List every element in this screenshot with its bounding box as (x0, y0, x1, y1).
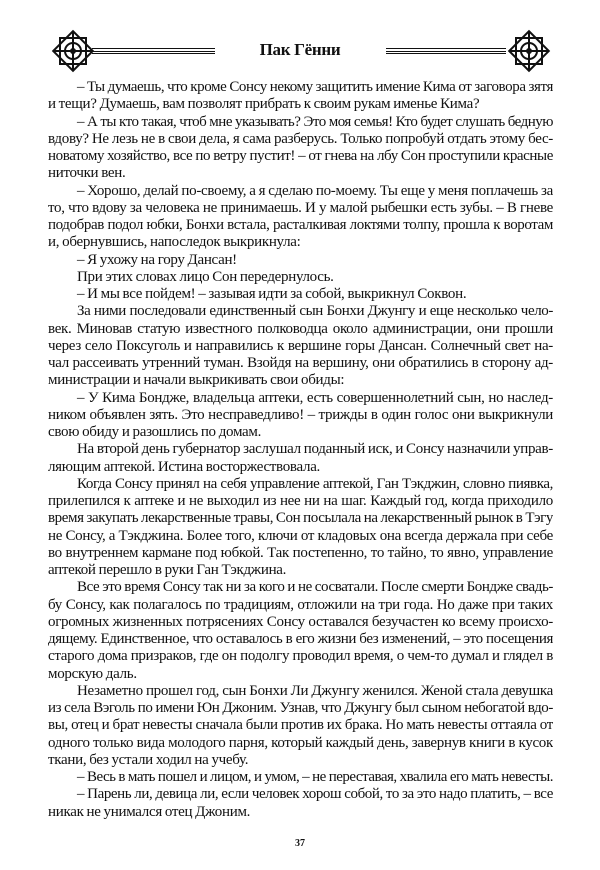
text-line: ником объявлен зять. Это несправедливо! – трижды в один голос они выкрикнули (48, 406, 553, 423)
text-line: вы, отец и брат невесты сначала были против их брака. Но мать невесты оттаяла от (48, 717, 553, 734)
text-line: На второй день губернатор заслушал поданный иск, и Сонсу назначили управ- (77, 441, 553, 458)
text-line: старого дома призраков, где он подолгу проводил время, о чем-то думал и глядел в (48, 648, 553, 665)
text-line: ткани, без устали ходил на учебу. (48, 751, 249, 768)
text-line: век. Миновав статую известного полководца около администрации, они прошли (48, 320, 553, 337)
header-rule (386, 48, 506, 56)
text-line: Все это время Сонсу так ни за кого и не сосватали. После смерти Бондже свадь- (77, 579, 553, 596)
text-line: время закупать лекарственные травы, Сон посылала на лекарственный рынок в Тэгу (48, 510, 553, 527)
ornament-icon (506, 28, 552, 74)
text-line: дящему. Единственное, что оставалось в его жизни без изменений, – это посещения (48, 631, 553, 647)
text-line: свою обиду и разошлись по домам. (48, 424, 262, 440)
text-line: министрации и начали выкрикивать свои обиды: (48, 372, 345, 389)
running-header (0, 28, 600, 74)
text-line: – Парень ли, девица ли, если человек хорош собой, то за это надо платить, – все (77, 786, 553, 803)
text-line: бу Сонсу, как полагалось по традициям, отложили на три года. Но даже при таких (48, 596, 553, 613)
text-line: ниточки вен. (48, 165, 126, 182)
text-line: При этих словах лицо Сон передернулось. (77, 268, 334, 285)
text-line: то, что вдову за человека не принимаешь. И у малой рыбешки есть зубы. – В гневе (48, 199, 553, 216)
text-line: прилепился к аптеке и не выходил из нее ни на шаг. Каждый год, когда приходило (48, 493, 553, 509)
text-line: чал рассеивать утренний туман. Взойдя на вершину, они обратились в сторону ад- (48, 355, 553, 371)
text-line: аптекой перешло в руки Ган Тэкджина. (48, 562, 287, 578)
page-number: 37 (295, 838, 305, 849)
text-line: – Я ухожу на гору Дансан! (77, 251, 237, 268)
text-line: и, обернувшись, напоследок выкрикнула: (48, 234, 301, 251)
text-line: и тещи? Думаешь, вам позволят прибрать к своим рукам именье Кима? (48, 96, 480, 113)
text-line: Незаметно прошел год, сын Бонхи Ли Джунгу женился. Женой стала девушка (77, 682, 553, 699)
text-line: – Ты думаешь, что кроме Сонсу некому защитить имение Кима от заговора зятя (77, 79, 553, 95)
text-line: За ними последовали единственный сын Бонхи Джунгу и еще несколько чело- (77, 303, 553, 320)
text-line: Когда Сонсу принял на себя управление аптекой, Ган Тэкджин, словно пиявка, (77, 475, 553, 492)
text-line: во внутреннем кармане под юбкой. Так постепенно, то тайно, то явно, управление (48, 544, 553, 561)
text-line: – Хорошо, делай по-своему, а я сделаю по-моему. Ты еще у меня поплачешь за (77, 182, 553, 199)
text-line: из села Вэголь по имени Юн Джоним. Узнав, что Джунгу был сыном небогатой вдо- (48, 700, 553, 716)
page-title: Пак Гённи (259, 40, 341, 59)
text-line: ляющим аптекой. Истина восторжествовала. (48, 458, 320, 475)
text-line: новатому хозяйство, все по ветру пустит! – от гнева на лбу Сон проступили красные (48, 148, 553, 164)
text-line: не Сонсу, а Тэкджина. Более того, ключи от кладовых она всегда держала при себе (48, 527, 553, 544)
text-line: подобрав подол юбки, Бонхи встала, расталкивая локтями толпу, прошла к воротам (48, 217, 553, 233)
body-text (48, 79, 553, 821)
text-line: одного только вида молодого парня, который каждый день, завернув книги в кусок (48, 734, 553, 751)
text-line: морскую даль. (48, 665, 137, 682)
text-line: вдову? Не лезь не в свои дела, я сама разберусь. Только попробуй отдать этому бес- (48, 130, 553, 147)
text-line: огромных жизненных потрясениях Сонсу оставался безучастен ко всему происхо- (48, 613, 553, 630)
text-line: – А ты кто такая, чтоб мне указывать? Это моя семья! Кто будет слушать бедную (77, 113, 553, 130)
text-line: – И мы все пойдем! – зазывая идти за собой, выкрикнул Соквон. (77, 286, 467, 302)
text-line: – Весь в мать пошел и лицом, и умом, – не переставая, хвалила его мать невесты. (77, 769, 553, 785)
text-line: через село Поксуголь и направились к вершине горы Дансан. Солнечный свет на- (48, 337, 553, 354)
text-line: никак не унимался отец Джоним. (48, 803, 251, 820)
text-line: – У Кима Бондже, владельца аптеки, есть совершеннолетний сын, но наслед- (77, 389, 553, 406)
